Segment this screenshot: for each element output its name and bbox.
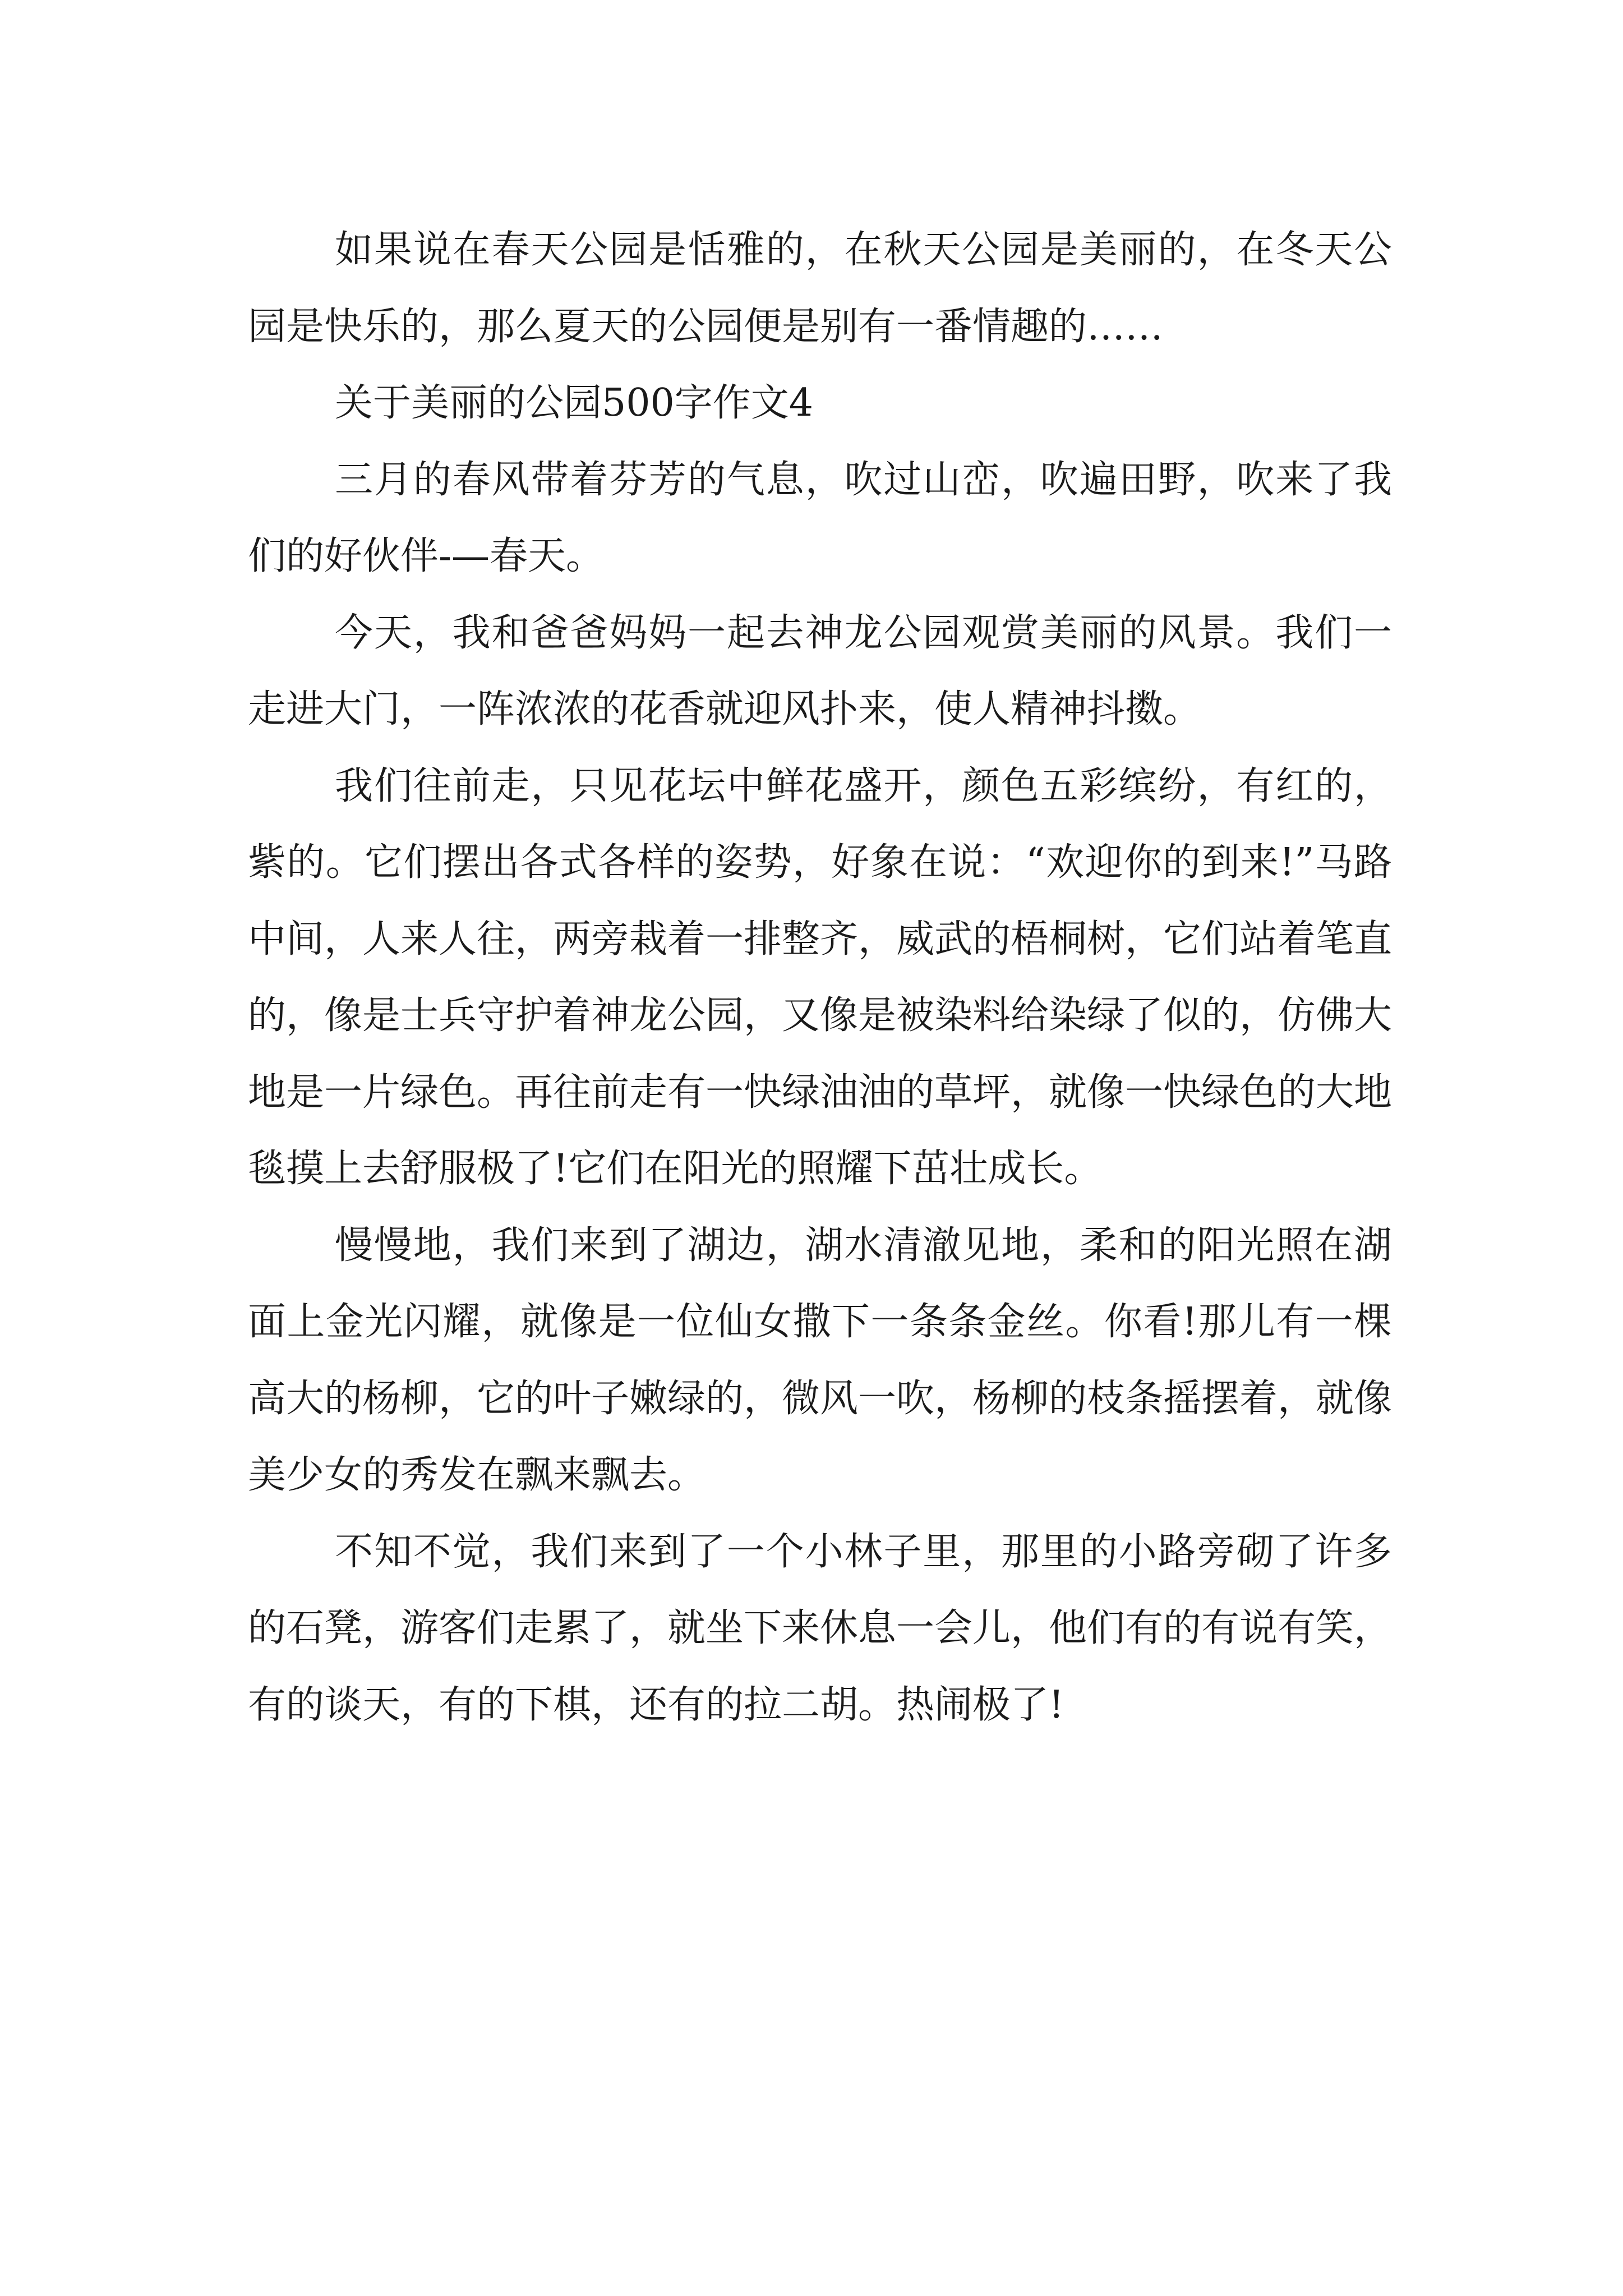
document-body bbox=[248, 212, 1392, 1743]
paragraph-spring-wind: 三月的春风带着芬芳的气息，吹过山峦，吹遍田野，吹来了我们的好伙伴-—春天。 bbox=[248, 457, 1392, 578]
section-heading: 关于美丽的公园500字作文4 bbox=[335, 381, 814, 425]
paragraph-grove: 不知不觉，我们来到了一个小林子里，那里的小路旁砌了许多的石凳，游客们走累了，就坐下来休息一会儿，他们有的有说有笑，有的谈天，有的下棋，还有的拉二胡。热闹极了! bbox=[248, 1529, 1393, 1727]
paragraph-lake: 慢慢地，我们来到了湖边，湖水清澈见地，柔和的阳光照在湖面上金光闪耀，就像是一位仙女撒下一条条金丝。你看!那儿有一棵高大的杨柳，它的叶子嫩绿的，微风一吹，杨柳的枝条摇摆着，就像美少女的秀发在飘来飘去。 bbox=[248, 1223, 1393, 1497]
paragraph-park-entrance: 今天，我和爸爸妈妈一起去神龙公园观赏美丽的风景。我们一走进大门，一阵浓浓的花香就迎风扑来，使人精神抖擞。 bbox=[248, 610, 1392, 731]
paragraph-intro: 如果说在春天公园是恬雅的，在秋天公园是美丽的，在冬天公园是快乐的，那么夏天的公园便是别有一番情趣的…… bbox=[248, 228, 1392, 349]
paragraph-flowers-trees: 我们往前走，只见花坛中鲜花盛开，颜色五彩缤纷，有红的，紫的。它们摆出各式各样的姿势，好象在说：“欢迎你的到来!”马路中间，人来人往，两旁栽着一排整齐，威武的梧桐树，它们站着笔直的，像是士兵守护着神龙公园，又像是被染料给染绿了似的，仿佛大地是一片绿色。再往前走有一快绿油油的草坪，就像一快绿色的大地毯摸上去舒服极了!它们在阳光的照耀下茁壮成长。 bbox=[248, 763, 1393, 1191]
